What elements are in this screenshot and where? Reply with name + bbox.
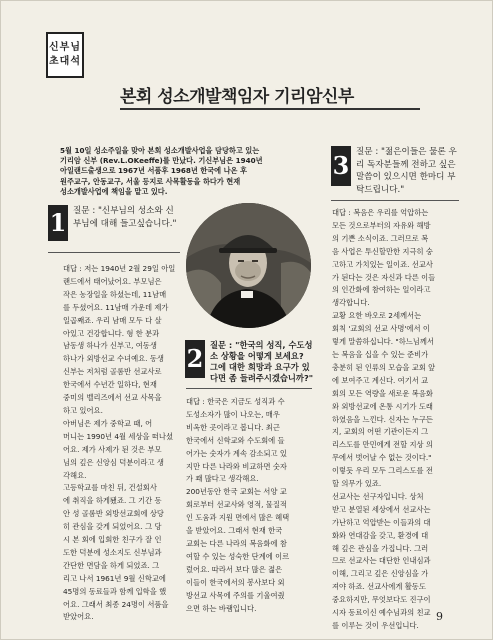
question-3-line: 탁드립니다." bbox=[356, 184, 405, 195]
question-1-line: 부님에 대해 들고싶습니다." bbox=[73, 218, 177, 229]
body-text-line: 시 본 회에 입회한 친구가 잘 인 bbox=[63, 535, 162, 545]
body-text-line: 생각합니다. bbox=[332, 298, 370, 308]
answer-3-column bbox=[332, 207, 456, 633]
body-text-line: 각해요. bbox=[63, 470, 87, 480]
body-text-line: 무에서 벗어날 수 없는 것이다." bbox=[332, 453, 432, 463]
body-text-line: 가난하고 억압받는 이들과의 대 bbox=[332, 517, 431, 527]
body-text-line: 머니는 1990년 4월 세상을 떠나셨 bbox=[63, 431, 174, 441]
body-text-line: 리스도를 만민에게 전할 지상 의 bbox=[332, 440, 433, 450]
body-text-line: 회로부터 선교사와 영적, 물질적 bbox=[186, 500, 287, 510]
body-text-line: 한국에서 신학교와 수도회에 들 bbox=[186, 435, 285, 445]
body-text-line: 를 이루는 것이 우선입니다. bbox=[332, 621, 419, 630]
answer-2-column bbox=[186, 396, 314, 615]
body-text-line: 안 성 골롬반 외방선교회에 상당 bbox=[63, 509, 164, 519]
body-text-line: 하였음을 느낀다. 신자는 누구든 bbox=[332, 414, 433, 424]
body-text-line: 어요. 그래서 최종 24명이 서품을 bbox=[63, 599, 169, 609]
body-text-line: 하나가 외방선교 수녀예요. 동생 bbox=[63, 354, 164, 364]
body-text-line: 방선교 사목에 주의를 기울여줬 bbox=[186, 590, 285, 600]
intro-line: 원주교구, 안동교구, 서울 등지로 사목활동을 하다가 현재 bbox=[60, 176, 241, 186]
body-text-line: 님의 깊은 신앙심 덕분이라고 생 bbox=[63, 457, 164, 467]
body-text-line: 여할 수 있는 성숙한 단계에 이르 bbox=[186, 551, 290, 561]
body-text-line: 리고 나서 1961년 9월 신학교에 bbox=[63, 573, 166, 583]
question-1-number: 1 bbox=[48, 205, 68, 241]
body-text-line: 비옥한 곳이라고 봅니다. 최근 bbox=[186, 422, 280, 432]
question-1-block bbox=[48, 205, 176, 241]
body-text-line: 화와 연대감을 갖고, 환경에 대 bbox=[332, 530, 429, 540]
portrait-photo bbox=[186, 203, 311, 328]
intro-paragraph bbox=[60, 146, 308, 197]
page-title: 본회 성소개발책임자 기리암신부 bbox=[120, 87, 354, 107]
intro-line: 기리암 신부 (Rev.L.OKeeffe)를 만났다. 기신부님은 1940년 bbox=[60, 156, 263, 166]
body-text-line: 지, 교회의 어떤 기관이든지 그 bbox=[332, 427, 429, 437]
column-label-badge bbox=[46, 32, 84, 78]
body-text-line: 이해, 그리고 깊은 신앙심을 가 bbox=[332, 569, 429, 579]
body-text-line: 므로 선교사는 대단한 인내심과 bbox=[332, 556, 431, 566]
body-text-line: 시자 동료이신 예수님과의 친교 bbox=[332, 608, 431, 618]
body-text-line: 인 도움과 지원 면에서 많은 혜택 bbox=[186, 513, 290, 523]
body-text-line: 대답 : 한국은 지금도 성직과 수 bbox=[186, 397, 285, 406]
question-2-line: 질문 : "한국의 성직, 수도성 bbox=[210, 340, 313, 350]
intro-line: 아일랜드출생으로 1967년 서품후 1968년 한국에 나온 후 bbox=[60, 166, 247, 176]
body-text-line: 모든 것으로부터의 자유와 해방 bbox=[332, 220, 431, 230]
body-text-line: 와 외방선교에 온통 시기가 도래 bbox=[332, 401, 433, 411]
question-2-rule bbox=[186, 388, 312, 389]
body-text-line: 간단한 면담을 하게 되었죠. 그 bbox=[63, 560, 160, 570]
body-text-line: 신부는 저처럼 골롬반 선교사로 bbox=[63, 367, 162, 377]
page-number: 9 bbox=[436, 610, 443, 623]
body-text-line: 중요하지만, 무엇보다도 진구이 bbox=[332, 595, 431, 605]
intro-line: 5월 10일 성소주일을 맞아 본회 성소개발사업을 담당하고 있는 bbox=[60, 146, 260, 155]
body-text-line: 선교사는 선구자입니다. 상처 bbox=[332, 491, 424, 501]
question-2-text bbox=[205, 340, 313, 384]
body-text-line: 회의 모든 역량을 새로운 복음화 bbox=[332, 388, 433, 398]
body-text-line: 중미의 벨리즈에서 선교 사목을 bbox=[63, 393, 162, 403]
question-2-line: 소 상황을 어떻게 보세요? bbox=[210, 351, 304, 361]
body-text-line: 가 꽤 많다고 생각해요. bbox=[186, 474, 259, 484]
question-3-rule bbox=[331, 200, 459, 201]
body-text-line: 도한 덕분에 성소지도 신부님과 bbox=[63, 547, 162, 557]
body-text-line: 회칙 '교회의 선교 사명'에서 이 bbox=[332, 324, 430, 334]
body-text-line: 렀어요. 따라서 보다 많은 젊은 bbox=[186, 564, 283, 574]
body-text-line: 하고 있어요. bbox=[63, 405, 103, 415]
column-label-line-2: 초대석 bbox=[49, 56, 81, 67]
body-text-line: 지만 다른 나라와 비교하면 숫자 bbox=[186, 461, 287, 471]
question-2-block bbox=[185, 340, 313, 384]
body-text-line: 랜드에서 태어났어요. 부모님은 bbox=[63, 276, 162, 286]
title-underline bbox=[120, 108, 420, 110]
question-1-line: 질문 : "신부님의 성소와 신 bbox=[73, 206, 174, 216]
question-2-line: 다면 좀 들려주시겠습니까?" bbox=[210, 373, 314, 383]
intro-line: 성소개발사업에 책임을 맡고 있다. bbox=[60, 186, 168, 196]
body-text-line: 으면 하는 바램입니다. bbox=[186, 603, 257, 613]
body-text-line: 에 보여주고 계신다. 여기서 교 bbox=[332, 375, 429, 385]
question-3-text bbox=[351, 146, 457, 196]
question-3-line: 리 독자분들께 전하고 싶은 bbox=[356, 159, 456, 170]
body-text-line: 할 의무가 있죠. bbox=[332, 479, 382, 489]
question-2-number: 2 bbox=[185, 340, 205, 378]
body-text-line: 히 관심을 갖게 되었어요. 그 당 bbox=[63, 522, 162, 532]
body-text-line: 가 된다는 것은 자신과 다른 이들 bbox=[332, 272, 436, 282]
question-3-number: 3 bbox=[331, 146, 351, 186]
body-text-line: 한국에서 수년간 일하다, 현재 bbox=[63, 380, 157, 390]
body-text-line: 대답 : 저는 1940년 2월 29일 아일 bbox=[63, 264, 176, 273]
question-2-line: 그에 대한 희망과 요구가 있 bbox=[210, 362, 310, 372]
body-text-line: 교황 요한 바오로 2세께서는 bbox=[332, 311, 422, 321]
body-text-line: 이들이 한국에서의 봉사보다 외 bbox=[186, 577, 285, 587]
body-text-line: 교회는 다른 나라의 복음화에 참 bbox=[186, 538, 287, 548]
body-text-line: 받고 분열된 세상에서 선교사는 bbox=[332, 504, 431, 514]
body-text-line: 남동생 하나가 신부고, 여동생 bbox=[63, 341, 157, 351]
body-text-line: 고하고 가치있는 일이죠. 선교사 bbox=[332, 259, 433, 269]
body-text-line: 고등학교를 마친 뒤, 건설회사 bbox=[63, 483, 157, 493]
body-text-line: 이렇듯 우리 모두 그리스도를 전 bbox=[332, 466, 433, 476]
body-text-line: 충분히 된 인류의 모습을 교회 앞 bbox=[332, 362, 436, 372]
question-1-rule bbox=[48, 252, 180, 253]
question-1-text bbox=[68, 205, 176, 230]
body-text-line: 는 복음을 십을 수 있는 준비가 bbox=[332, 349, 429, 359]
body-text-line: 을 받았어요. 그래서 현재 한국 bbox=[186, 526, 283, 536]
body-text-line: 어가는 숫자가 계속 감소되고 있 bbox=[186, 448, 287, 458]
body-text-line: 를 두셨어요. 11남매 가운데 제가 bbox=[63, 302, 169, 312]
body-text-line: 의 인간화에 참여하는 일이라고 bbox=[332, 285, 431, 295]
body-text-line: 져야 하죠. 선교사에게 활동도 bbox=[332, 582, 426, 592]
column-label-line-1: 신부님 bbox=[49, 42, 81, 53]
priest-portrait-illustration bbox=[186, 203, 311, 328]
answer-1-column bbox=[63, 263, 185, 624]
body-text-line: 작은 농장일을 하셨는데, 11남매 bbox=[63, 289, 167, 299]
body-text-line: 일곱째죠. 우리 남매 모두 다 살 bbox=[63, 315, 162, 325]
body-text-line: 대답 : 복음은 우리를 억압하는 bbox=[332, 208, 429, 217]
body-text-line: 의 기쁜 소식이죠. 그러므로 복 bbox=[332, 233, 429, 243]
body-text-line: 에 취직을 하게됐죠. 그 기간 동 bbox=[63, 496, 162, 506]
body-text-line: 음 사업은 투신할만한 지극히 숭 bbox=[332, 246, 433, 256]
body-text-line: 해 깊은 관심을 가집니다. 그러 bbox=[332, 543, 429, 553]
body-text-line: 45명의 동료들과 함께 입학을 했 bbox=[63, 586, 167, 596]
question-3-block bbox=[331, 146, 457, 196]
body-text-line: 렇게 말씀하십니다. "하느님께서 bbox=[332, 337, 434, 347]
body-text-line: 받았어요. bbox=[63, 612, 94, 622]
question-3-line: 질문 : "젊은이들은 물론 우 bbox=[356, 147, 457, 157]
body-text-line: 어요. 제가 사제가 된 것은 부모 bbox=[63, 444, 162, 454]
body-text-line: 도성소자가 많이 나오는, 매우 bbox=[186, 409, 280, 419]
body-text-line: 200년동안 한국 교회는 서양 교 bbox=[186, 487, 287, 497]
body-text-line: 아버님은 제가 중학교 때, 어 bbox=[63, 418, 153, 428]
body-text-line: 아있고 건강합니다. 형 한 분과 bbox=[63, 328, 160, 338]
question-3-line: 말씀이 있으시면 한마디 부 bbox=[356, 172, 456, 182]
